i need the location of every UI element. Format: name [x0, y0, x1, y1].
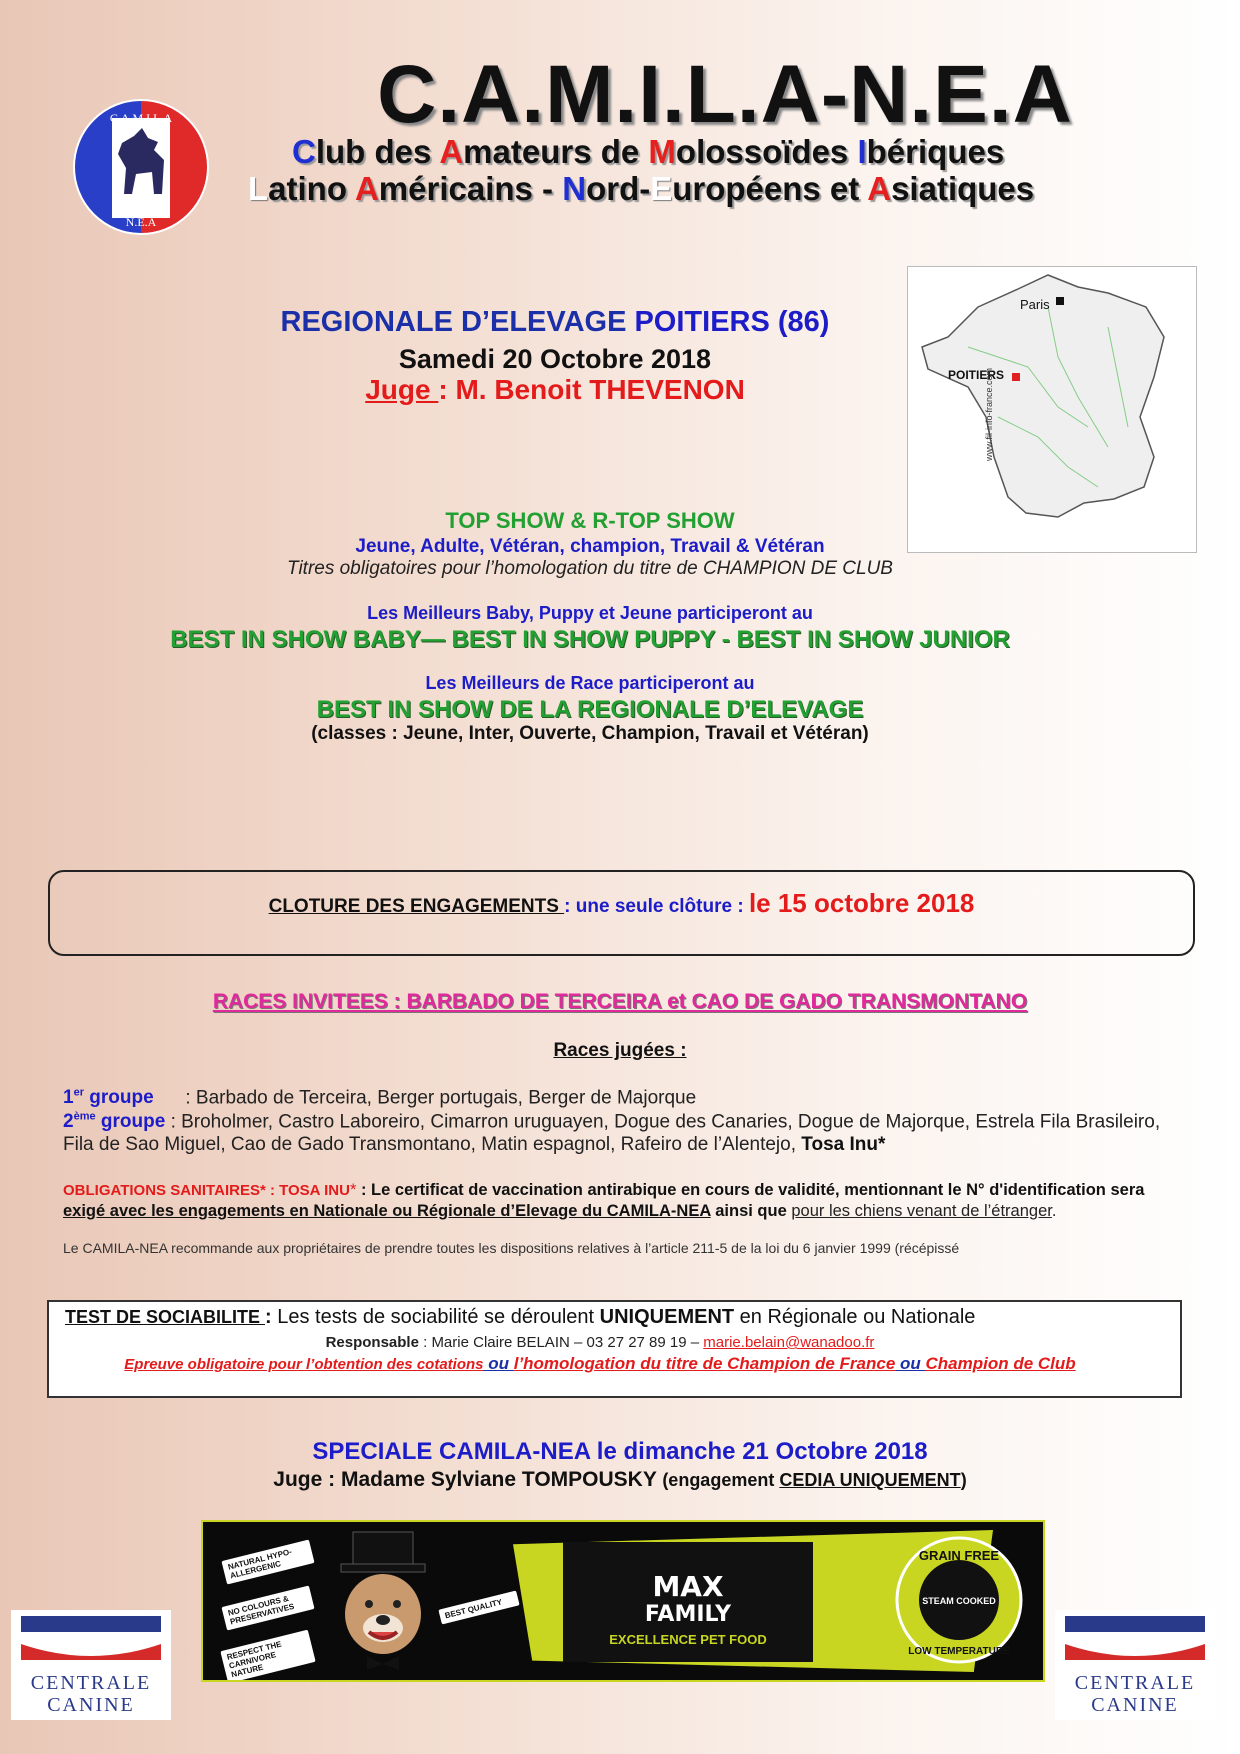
- cap-letter: M: [648, 133, 676, 170]
- event-date: Samedi 20 Octobre 2018: [398, 344, 712, 374]
- grain-free-badge: [893, 1534, 1025, 1666]
- cap-letter: A: [354, 170, 379, 207]
- cap-letter: E: [650, 170, 673, 207]
- races-jugees-text: Races jugées :: [553, 1040, 687, 1061]
- centrale-canine-logo-right: [1055, 1610, 1215, 1720]
- map-label-paris: Paris: [1020, 297, 1050, 312]
- judge-label: Juge: [365, 374, 439, 405]
- oblig-a: Epreuve obligatoire pour l’obtention des cotations: [124, 1356, 484, 1373]
- name-part: siatiques: [891, 170, 1035, 207]
- map-label-poitiers: POITIERS: [948, 368, 1005, 382]
- titles-note: Titres obligatoires pour l’homologation du titre de CHAMPION DE CLUB: [287, 558, 893, 579]
- cloture-label: CLOTURE DES ENGAGEMENTS: [268, 896, 565, 917]
- groupe-1-label: 1er groupe: [63, 1087, 154, 1109]
- oblig-c: Champion de Club: [925, 1354, 1076, 1373]
- name-part: lub des: [315, 133, 440, 170]
- speciale-judge-name: Juge : Madame Sylviane TOMPOUSKY: [273, 1468, 663, 1491]
- best-race-intro: Les Meilleurs de Race participeront au: [425, 673, 755, 693]
- cap-letter: N: [562, 170, 587, 207]
- sanitaire-label: OBLIGATIONS SANITAIRES* : TOSA INU: [63, 1182, 350, 1199]
- ad-brand-family: FAMILY: [644, 1602, 732, 1627]
- speciale-judge: Juge : Madame Sylviane TOMPOUSKY (engagement CEDIA UNIQUEMENT): [273, 1468, 967, 1491]
- resp-label: Responsable: [325, 1334, 419, 1351]
- sociabilite-text-2: en Régionale ou Nationale: [734, 1306, 976, 1328]
- ad-tag-carnivore: RESPECT THE CARNIVORE NATURE: [220, 1630, 315, 1682]
- sanitaire-text-underlined: exigé avec les engagements en Nationale ou Régionale d’Elevage du CAMILA-NEA: [63, 1202, 711, 1220]
- resp-text: : Marie Claire BELAIN – 03 27 27 89 19 –: [418, 1334, 704, 1351]
- name-part: bériques: [866, 133, 1005, 170]
- groupe-2: [63, 1106, 1183, 1156]
- name-part: atino: [268, 170, 355, 207]
- dog-with-top-hat-image: [323, 1528, 443, 1678]
- centrale-canine-logo-left: [11, 1610, 171, 1720]
- sociabilite-uniquement: UNIQUEMENT: [599, 1306, 735, 1328]
- club-acronym: C.A.M.I.L.A-N.E.A: [377, 49, 1073, 140]
- obligations-sanitaires: [63, 1180, 1183, 1221]
- cloture-date: le 15 octobre 2018: [748, 888, 975, 918]
- poitiers-marker: [1012, 373, 1020, 381]
- sanitaire-text-2: ainsi que: [710, 1202, 792, 1220]
- centrale-canine-emblem: [1055, 1610, 1215, 1670]
- sociabilite-line: TEST DE SOCIABILITE : Les tests de sociabilité se déroulent UNIQUEMENT en Régionale ou Nationale: [65, 1306, 976, 1328]
- club-name-line-2: [248, 170, 1034, 208]
- cc-right-line1: CENTRALE: [1074, 1672, 1196, 1694]
- cloture-middle: : une seule clôture :: [564, 896, 749, 917]
- max-family-ad-banner: [201, 1520, 1045, 1682]
- paris-marker: [1056, 297, 1064, 305]
- races-jugees: [80, 1040, 1160, 1062]
- judge-name: : M. Benoit THEVENON: [438, 374, 745, 405]
- top-show-heading: TOP SHOW & R-TOP SHOW: [445, 508, 735, 533]
- ad-brand-tagline: EXCELLENCE PET FOOD: [609, 1632, 767, 1647]
- sanitaire-text: : Le certificat de vaccination antirabique en cours de validité, mentionnant le N° d'identification sera: [356, 1181, 1145, 1199]
- name-part: olossoïdes: [675, 133, 858, 170]
- best-in-show-regionale-heading: BEST IN SHOW DE LA REGIONALE D’ELEVAGE: [316, 696, 864, 723]
- logo-bottom-text: N.E.A: [125, 215, 157, 229]
- resp-email-link[interactable]: marie.belain@wanadoo.fr: [703, 1334, 875, 1351]
- best-baby-intro: Les Meilleurs Baby, Puppy et Jeune participeront au: [367, 603, 813, 623]
- event-title-city: POITIERS (86): [634, 306, 830, 338]
- groupe-1-list: : Barbado de Terceira, Berger portugais, Berger de Majorque: [185, 1087, 697, 1109]
- event-title-main: REGIONALE D’ELEVAGE: [280, 306, 627, 338]
- groupe-2-last: Tosa Inu*: [801, 1134, 886, 1156]
- races-invitees-text: RACES INVITEES : BARBADO DE TERCEIRA et CAO DE GADO TRANSMONTANO: [212, 990, 1028, 1013]
- map-watermark: www.fil-info-france.com: [984, 367, 994, 461]
- name-part: mateurs de: [463, 133, 649, 170]
- ad-brand-max: MAX: [652, 1570, 724, 1603]
- classes-list-1: Jeune, Adulte, Vétéran, champion, Travail & Vétéran: [355, 536, 825, 557]
- logo-top-text: C.A.M.I.L.A: [109, 111, 173, 125]
- cap-letter: C: [292, 133, 316, 170]
- speciale-title: SPECIALE CAMILA-NEA le dimanche 21 Octobre 2018: [312, 1438, 928, 1465]
- sanitaire-end: .: [1051, 1202, 1057, 1220]
- name-part: méricains -: [378, 170, 563, 207]
- cap-letter: A: [439, 133, 464, 170]
- badge-mid-text: STEAM COOKED: [922, 1596, 996, 1606]
- recommandation: Le CAMILA-NEA recommande aux propriétaires de prendre toutes les dispositions relatives à l’article 211-5 de la loi du 6 janvier 1999 (récépissé: [63, 1240, 960, 1256]
- cc-left-line2: CANINE: [47, 1694, 135, 1716]
- races-invitees: [80, 990, 1160, 1014]
- groupe-2-label: 2ème groupe: [63, 1111, 166, 1133]
- sanitaire-text-underlined-2: pour les chiens venant de l’étranger: [791, 1202, 1052, 1220]
- event-judge: [150, 374, 960, 406]
- cloture-line: [48, 888, 1195, 919]
- badge-top-text: GRAIN FREE: [918, 1548, 1000, 1563]
- club-name-line-1: [292, 133, 1004, 171]
- centrale-canine-emblem: [11, 1610, 171, 1670]
- ad-tag-best-quality: BEST QUALITY: [438, 1591, 519, 1625]
- ad-tag-natural: NATURAL HYPO-ALLERGENIC: [221, 1539, 314, 1584]
- groupe-2-list: : Broholmer, Castro Laboreiro, Cimarron uruguayen, Dogue des Canaries, Dogue de Majorque, Estrela Fila Brasileiro, Fila de Sao Miguel, Cao de Gado Transmontano, Matin espagnol, Rafeiro de l’Alentejo,: [63, 1111, 1161, 1156]
- sociabilite-obligation: Epreuve obligatoire pour l’obtention des cotations ou l’homologation du titre de Champion de France ou Champion de Club: [124, 1354, 1076, 1373]
- oblig-b: l’homologation du titre de Champion de France: [513, 1354, 896, 1373]
- name-part: uropéens et: [672, 170, 868, 207]
- classes-list-2: (classes : Jeune, Inter, Ouverte, Champion, Travail et Vétéran): [311, 723, 869, 744]
- sociabilite-text: Les tests de sociabilité se déroulent: [271, 1306, 600, 1328]
- speciale-cedia: CEDIA UNIQUEMENT: [779, 1470, 961, 1490]
- sociabilite-responsable: [65, 1334, 1135, 1351]
- cap-letter: I: [857, 133, 867, 170]
- cap-letter: L: [248, 170, 269, 207]
- cc-right-line2: CANINE: [1091, 1694, 1179, 1716]
- club-logo: [72, 98, 210, 236]
- event-title: [150, 306, 960, 339]
- sociabilite-label: TEST DE SOCIABILITE: [65, 1307, 266, 1327]
- badge-bottom-text: LOW TEMPERATURE: [908, 1646, 1010, 1657]
- best-in-show-junior-heading: BEST IN SHOW BABY— BEST IN SHOW PUPPY - BEST IN SHOW JUNIOR: [170, 626, 1010, 653]
- sanitaire-star: *: [349, 1181, 357, 1199]
- ad-tag-no-colours: NO COLOURS & PRESERVATIVES: [221, 1585, 314, 1630]
- cap-letter: A: [867, 170, 892, 207]
- name-part: ord-: [586, 170, 651, 207]
- cc-left-line1: CENTRALE: [30, 1672, 152, 1694]
